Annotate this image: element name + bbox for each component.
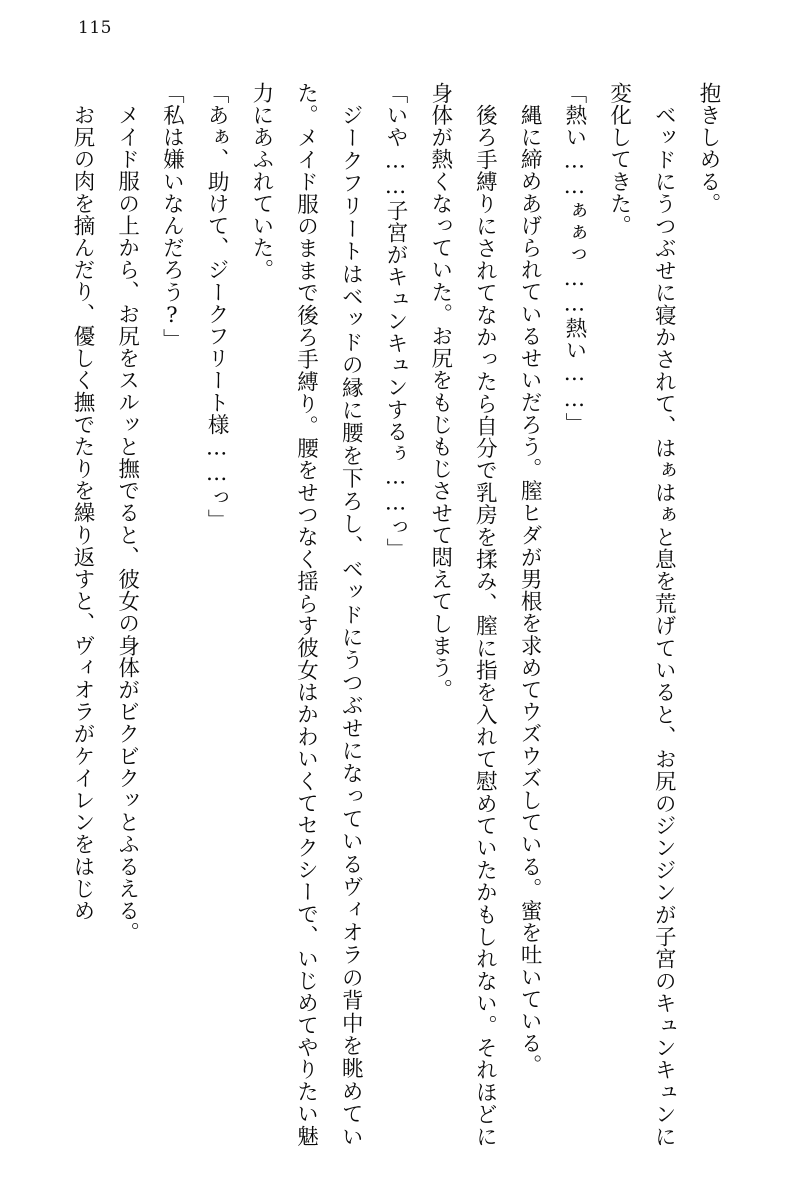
page-body-text [58, 82, 730, 1147]
body-paragraph: メイド服の上から、お尻をスルッと撫でると、彼女の身体がビクビクッとふるえる。 [114, 103, 140, 944]
body-paragraph: ベッドにうつぶせに寝かされて、はぁはぁと息を荒げていると、お尻のジンジンが子宮のキュンキュンに変化してきた。 [606, 82, 677, 1147]
body-paragraph: 「いや……子宮がキュンキュンするぅ……っ」 [382, 82, 408, 561]
body-paragraph: 「あぁ、助けて、ジークフリート様……っ」 [204, 82, 230, 531]
body-paragraph: お尻の肉を摘んだり、優しく撫でたりを繰り返すと、ヴィオラがケイレンをはじめ [69, 103, 95, 922]
page-number: 115 [78, 18, 112, 38]
body-paragraph: ジークフリートはベッドの縁に腰を下ろし、ベッドにうつぶせになっているヴィオラの背中を眺めていた。メイド服のままで後ろ手縛り。腰をせつなく揺らす彼女はかわいくてセクシーで、いじめてやりたい魅力にあふれていた。 [248, 82, 364, 1147]
body-paragraph: 抱きしめる。 [696, 82, 721, 215]
body-paragraph: 「熱い……ぁぁっ……熱い……」 [561, 82, 587, 435]
body-paragraph: 縄に締めあげられているせいだろう。膣ヒダが男根を求めてウズウズしている。蜜を吐いている。 [517, 103, 543, 1076]
body-paragraph: 後ろ手縛りにされてなかったら自分で乳房を揉み、膣に指を入れて慰めていたかもしれない。それほどに身体が熱くなっていた。お尻をもじもじさせて悶えてしまう。 [427, 82, 498, 1147]
body-paragraph: 「私は嫌いなんだろう?」 [159, 82, 185, 351]
